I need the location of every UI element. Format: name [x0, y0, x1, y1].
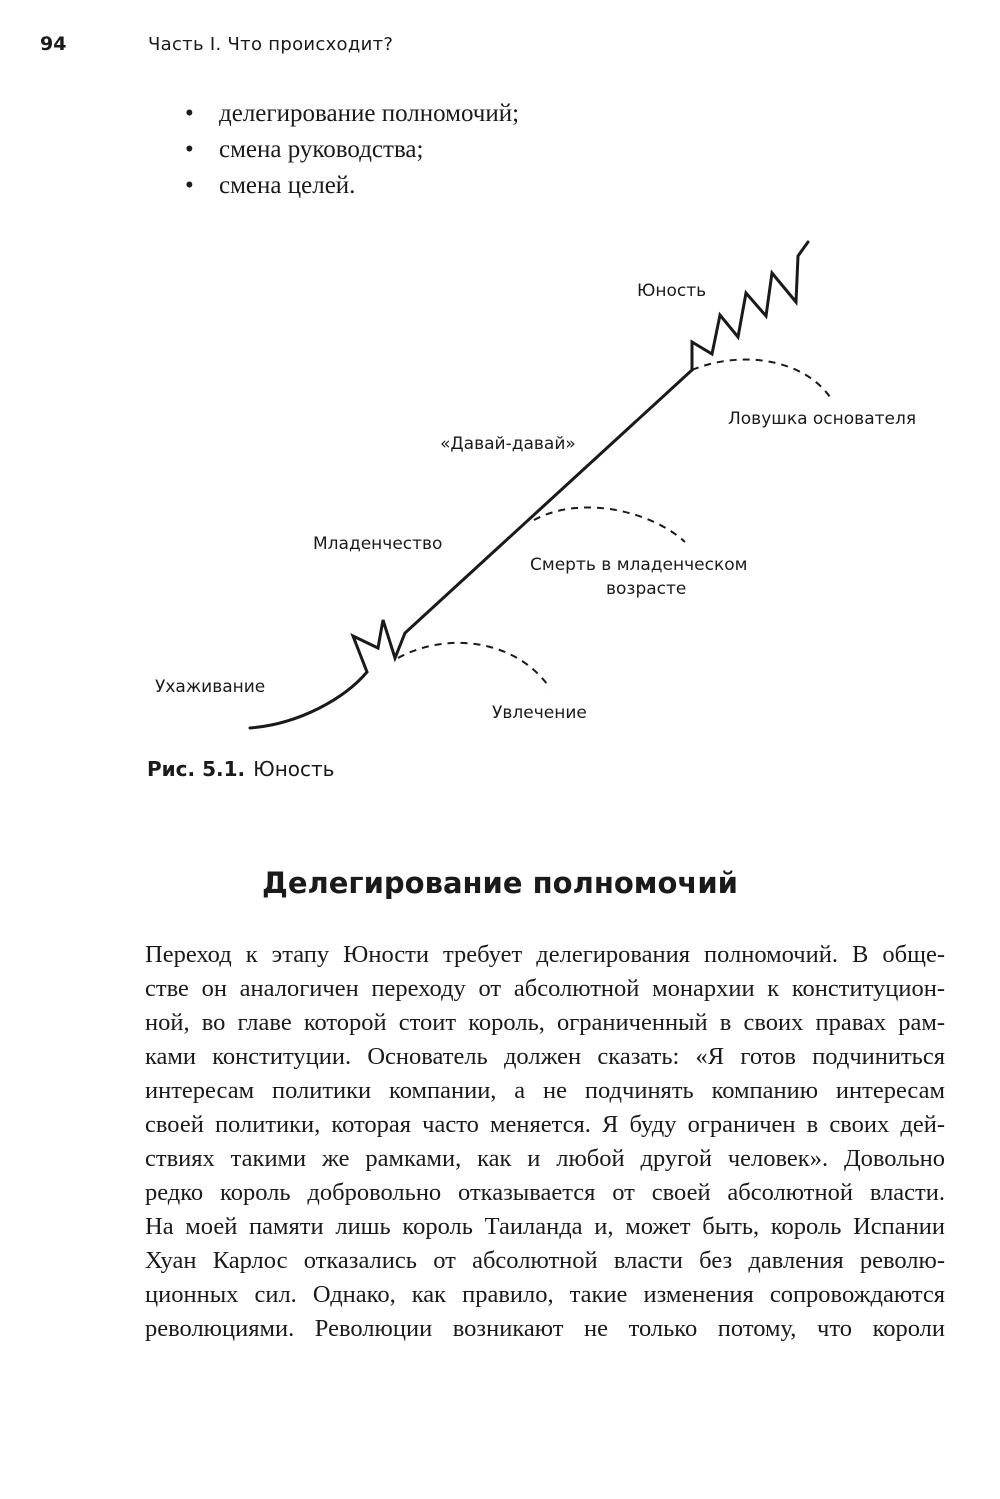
bullet-item	[185, 132, 519, 168]
label-founder-trap: Ловушка основателя	[728, 409, 917, 429]
text-line: ками конституции. Основатель должен сказать: «Я готов подчиниться	[145, 1043, 945, 1070]
bullet-text: делегирование полномочий;	[219, 100, 520, 127]
affair-dashed-curve	[398, 643, 550, 688]
section-heading: Делегирование полномочий	[262, 866, 738, 900]
text-line: интересам политики компании, а не подчинять компанию интересам	[145, 1077, 945, 1104]
text-line: ствиях такими же рамками, как и любой другой человек». Довольно	[145, 1145, 945, 1172]
lifecycle-diagram	[0, 220, 1000, 760]
bullet-item	[185, 168, 519, 204]
text-line: Переход к этапу Юности требует делегирования полномочий. В обще-	[145, 941, 945, 968]
infant-mortality-dashed-curve	[534, 507, 685, 542]
text-line: стве он аналогичен переходу от абсолютной монархии к конституцион-	[145, 975, 945, 1002]
text-line: редко король добровольно отказывается от своей абсолютной власти.	[145, 1179, 945, 1206]
bullet-text: смена руководства;	[219, 136, 424, 163]
bullet-item	[185, 96, 519, 132]
text-line: ционных сил. Однако, как правило, такие изменения сопровождаются	[145, 1281, 945, 1308]
text-line: революциями. Революции возникают не только потому, что короли	[145, 1315, 945, 1342]
figure-number: Рис. 5.1.	[147, 757, 246, 781]
label-affair: Увлечение	[492, 703, 587, 723]
body-paragraph	[145, 938, 945, 1346]
text-line: На моей памяти лишь король Таиланда и, может быть, король Испании	[145, 1213, 945, 1240]
bullet-marker: •	[185, 100, 194, 127]
page-number: 94	[40, 33, 67, 55]
bullet-list	[185, 96, 519, 204]
label-infant-mortality-line1: Смерть в младенческом	[530, 555, 748, 575]
running-head: Часть I. Что происходит?	[148, 34, 394, 55]
founder-trap-dashed-curve	[692, 360, 832, 400]
bullet-text: смена целей.	[219, 172, 356, 199]
label-go-go: «Давай-давай»	[440, 434, 576, 454]
label-infancy: Младенчество	[313, 534, 443, 554]
lifecycle-curve	[250, 242, 808, 728]
text-line: Хуан Карлос отказались от абсолютной власти без давления револю-	[145, 1247, 945, 1274]
label-infant-mortality-line2: возрасте	[606, 579, 687, 599]
text-line: своей политики, которая часто меняется. Я буду ограничен в своих дей-	[145, 1111, 945, 1138]
figure-caption	[147, 757, 334, 781]
label-courtship: Ухаживание	[155, 677, 266, 697]
label-youth: Юность	[637, 281, 707, 301]
text-line: ной, во главе которой стоит король, ограниченный в своих правах рам-	[145, 1009, 945, 1036]
bullet-marker: •	[185, 136, 194, 163]
figure-title: Юность	[253, 757, 335, 781]
bullet-marker: •	[185, 172, 194, 199]
